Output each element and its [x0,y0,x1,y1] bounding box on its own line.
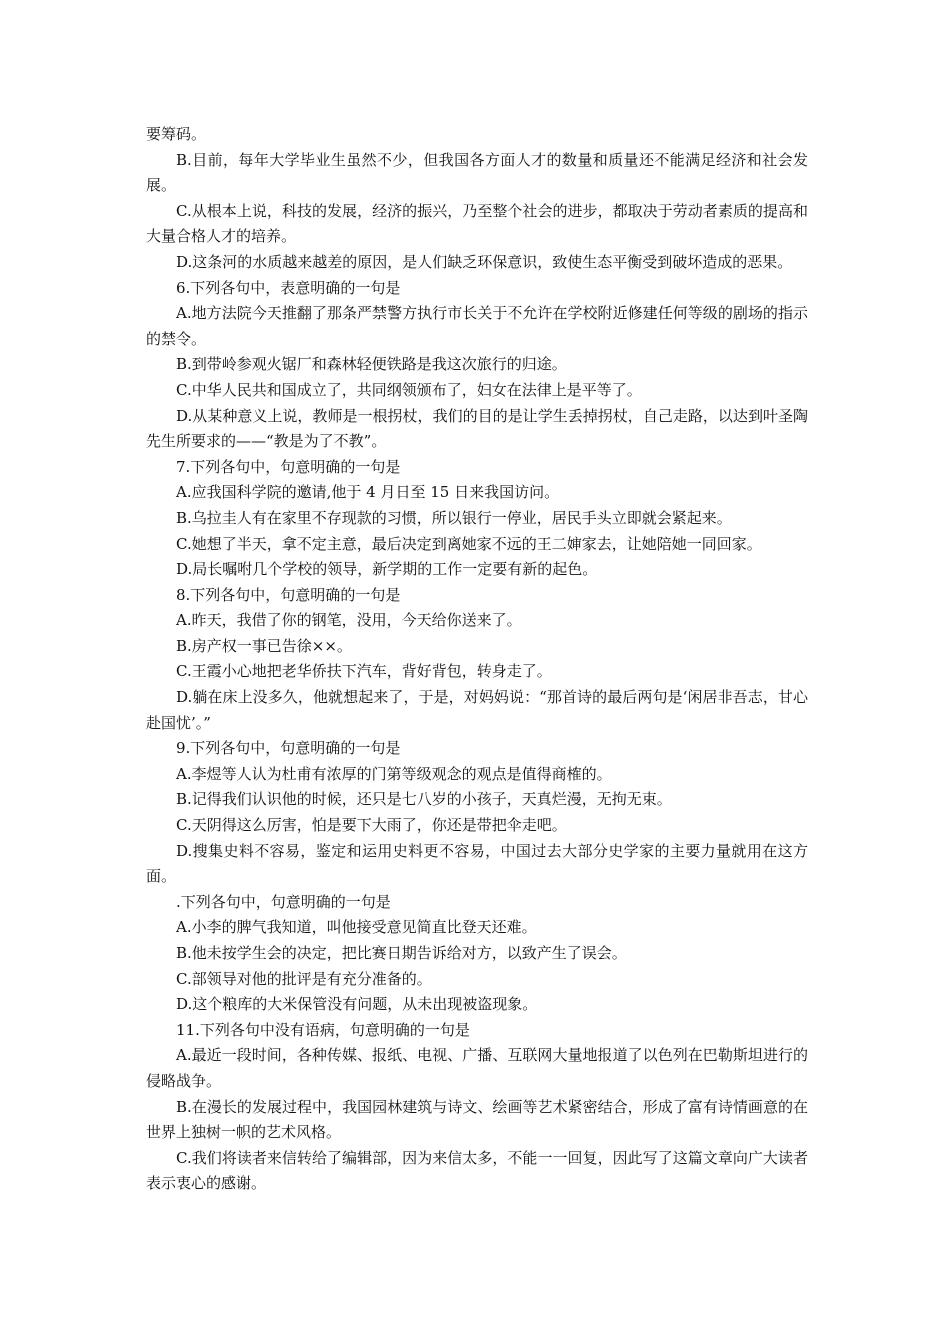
text-paragraph: B.乌拉圭人有在家里不存现款的习惯，所以银行一停业，居民手头立即就会紧起来。 [176,508,732,527]
text-paragraph: D.这个粮库的大米保管没有问题，从未出现被盗现象。 [176,995,538,1014]
text-paragraph: 8.下列各句中，句意明确的一句是 [176,585,401,604]
text-paragraph: D.搜集史料不容易，鉴定和运用史料更不容易，中国过去大部分史学家的主要力量就用在这方面。 [146,841,808,886]
text-paragraph: C.天阴得这么厉害，怕是要下大雨了，你还是带把伞走吧。 [176,816,567,835]
text-paragraph: 11.下列各句中没有语病，句意明确的一句是 [176,1020,470,1039]
text-paragraph: D.局长嘱咐几个学校的领导，新学期的工作一定要有新的起色。 [176,560,598,579]
text-paragraph: C.部领导对他的批评是有充分准备的。 [176,969,432,988]
text-paragraph: A.昨天，我借了你的钢笔，没用，今天给你送来了。 [176,611,522,630]
text-paragraph: C.中华人民共和国成立了，共同纲领颁布了，妇女在法律上是平等了。 [176,380,642,399]
text-paragraph: .下列各句中，句意明确的一句是 [176,892,391,911]
text-paragraph: C.从根本上说，科技的发展，经济的振兴，乃至整个社会的进步，都取决于劳动者素质的提高和大量合格人才的培养。 [146,201,808,246]
text-paragraph: 6.下列各句中，表意明确的一句是 [176,278,401,297]
text-paragraph: 7.下列各句中，句意明确的一句是 [176,457,401,476]
text-paragraph: C.王霞小心地把老华侨扶下汽车，背好背包，转身走了。 [176,662,552,681]
text-paragraph: A.应我国科学院的邀请,他于 4 月日至 15 日来我国访问。 [176,483,560,502]
text-paragraph: 要筹码。 [146,125,207,143]
text-paragraph: A.最近一段时间，各种传媒、报纸、电视、广播、互联网大量地报道了以色列在巴勒斯坦进行的侵略战争。 [146,1046,808,1090]
text-paragraph: B.房产权一事已告徐××。 [176,636,352,655]
text-paragraph: A.地方法院今天推翻了那条严禁警方执行市长关于不允许在学校附近修建任何等级的剧场的指示的禁令。 [146,304,808,348]
text-paragraph: D.这条河的水质越来越差的原因，是人们缺乏环保意识，致使生态平衡受到破坏造成的恶果。 [176,252,793,271]
text-paragraph: D.躺在床上没多久，他就想起来了，于是，对妈妈说：“那首诗的最后两句是‘闲居非吾志，甘心赴国忧’。” [146,688,808,732]
text-paragraph: B.他未按学生会的决定，把比赛日期告诉给对方，以致产生了误会。 [176,944,627,962]
text-paragraph: C.她想了半天，拿不定主意，最后决定到离她家不远的王二婶家去，让她陪她一同回家。 [176,534,762,553]
text-paragraph: A.李煜等人认为杜甫有浓厚的门第等级观念的观点是值得商榷的。 [176,764,612,783]
text-paragraph: D.从某种意义上说，教师是一根拐杖，我们的目的是让学生丢掉拐杖，自己走路，以达到叶圣陶先生所要求的——“教是为了不教”。 [146,406,808,451]
text-paragraph: 9.下列各句中，句意明确的一句是 [176,739,401,758]
text-paragraph: B.记得我们认识他的时候，还只是七八岁的小孩子，天真烂漫，无拘无束。 [176,790,672,809]
text-paragraph: C.我们将读者来信转给了编辑部，因为来信太多，不能一一回复，因此写了这篇文章向广大读者表示衷心的感谢。 [146,1148,808,1193]
text-paragraph: B.在漫长的发展过程中，我国园林建筑与诗文、绘画等艺术紧密结合，形成了富有诗情画意的在世界上独树一帜的艺术风格。 [146,1097,808,1142]
text-paragraph: B.目前，每年大学毕业生虽然不少，但我国各方面人才的数量和质量还不能满足经济和社会发展。 [146,150,808,195]
document-page [146,122,808,1197]
text-paragraph: B.到带岭参观火锯厂和森林轻便铁路是我这次旅行的归途。 [176,355,567,374]
text-paragraph: A.小李的脾气我知道，叫他接受意见简直比登天还难。 [176,918,537,937]
